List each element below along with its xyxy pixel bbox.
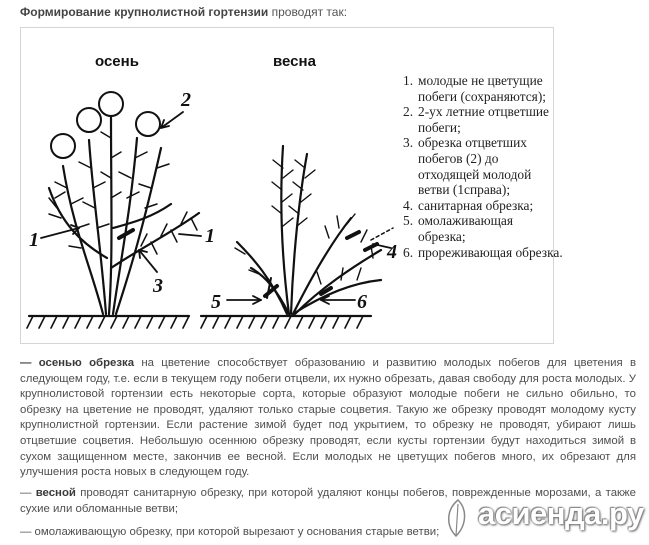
paragraph-spring-prefix: — (20, 487, 36, 499)
legend-item-text: омолаживающая обрезка; (418, 213, 513, 244)
legend-item (403, 73, 563, 104)
legend-item-text: санитарная обрезка; (418, 197, 534, 213)
autumn-bush (49, 116, 199, 314)
paragraph-autumn-bold: — осенью обрезка (20, 357, 135, 369)
paragraph-spring-rest: проводят санитарную обрезку, при которой удаляют концы побегов, поврежденные морозами, а также сухие или обломанные ветви; (20, 487, 636, 515)
marker-5: 5 (211, 291, 221, 313)
legend-item (403, 245, 563, 261)
intro-bold: Формирование крупнолистной гортензии (20, 5, 269, 19)
intro-line (20, 5, 347, 19)
paragraph-rejuvenate: — омолаживающую обрезку, при которой вырезают у основания старые ветви; (20, 526, 440, 538)
legend-item-number: 5. (403, 213, 414, 229)
legend-item (403, 135, 563, 197)
figure-legend (403, 73, 563, 260)
paragraph-autumn (20, 356, 636, 481)
legend-item-text: 2-ух летние отцветшие побеги; (418, 104, 549, 135)
legend-item-text: обрезка отцветших побегов (2) до отходящей молодой ветви (1справа); (418, 135, 532, 198)
legend-item-number: 1. (403, 73, 414, 88)
legend-item-number: 4. (403, 197, 414, 213)
legend-item (403, 104, 563, 135)
legend-item-number: 3. (403, 135, 414, 151)
paragraph-autumn-rest: на цветение способствует образованию и развитию молодых побегов для цветения в следующем году, т.е. если в текущем году побеги отцвели, их нужно обрезать, давая свободу для роста молодых. У крупнолистовой гортензии есть некоторые сорта, которые образуют молодые побеги не сильно обильно, то обрезку на цветение не проводят, удаляют только старые соцветия. Такую же обрезку проводят молодому кусту крупнолистной гортензии. Если растение зимой будет под укрытием, то обрезку не проводят, убирают лишь отцветшие соцветия. Небольшую осеннюю обрезку проводят, если кусты гортензии будут находиться зимой в сухом защищенном месте, закончив ее весной. Если молодых не цветущих побегов много, их обрезают для улучшения роста новых в следующем году. (20, 357, 636, 479)
watermark-text: асиенда.ру (478, 496, 644, 531)
legend-item-number: 6. (403, 244, 414, 260)
legend-item-number: 2. (403, 104, 414, 120)
marker-4: 4 (387, 241, 397, 263)
paragraph-spring-bold: весной (35, 487, 76, 499)
label-spring: весна (273, 53, 316, 70)
label-autumn: осень (95, 53, 139, 70)
marker-1-left: 1 (29, 229, 39, 251)
intro-rest: проводят так: (268, 5, 348, 19)
marker-1-right: 1 (205, 225, 215, 247)
pruning-figure (20, 27, 563, 344)
legend-item-text: прореживающая обрезка. (418, 244, 563, 260)
marker-2: 2 (181, 89, 191, 111)
marker-3: 3 (153, 275, 163, 297)
legend-item-text: молодые не цветущие побеги (сохраняются); (418, 73, 546, 104)
spring-bush (237, 146, 381, 314)
marker-6: 6 (357, 291, 367, 313)
legend-item (403, 198, 563, 214)
legend-item (403, 213, 563, 244)
